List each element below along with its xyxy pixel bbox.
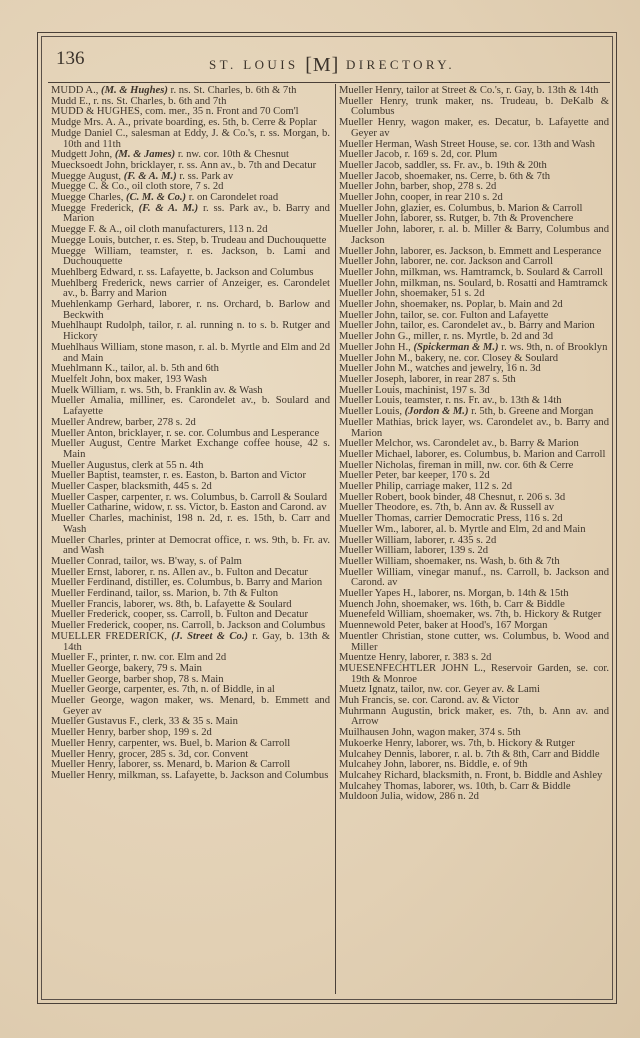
entry-details: r. Gay, b. 13th & 14th — [63, 630, 330, 653]
directory-entry — [51, 514, 330, 535]
running-head-directory: DIRECTORY. — [346, 57, 456, 72]
entry-details: laborer, in rear 287 s. 5th — [406, 373, 516, 385]
entry-details: printer at Democrat office, r. ws. 9th, b. Fr. av. and Wash — [63, 534, 331, 557]
entry-details: carriage maker, 112 s. 2d — [403, 481, 513, 493]
entry-name: Mueller Jacob, — [339, 149, 402, 161]
page-number: 136 — [56, 48, 85, 69]
entry-firm: (Spickerman & M.) — [413, 341, 499, 353]
entry-name: Muegge Louis, — [51, 234, 116, 246]
entry-name: Muhrmann Augustin, — [339, 705, 433, 717]
entry-name: Mueller John H., — [339, 341, 411, 353]
entry-details: shoemaker, 51 s. 2d — [397, 288, 485, 300]
entry-name: Mulcahey Dennis, — [339, 748, 417, 760]
entry-name: Muegge Charles, — [51, 192, 124, 204]
directory-entry — [339, 418, 609, 439]
entry-name: Mueller John, — [339, 320, 398, 332]
entry-details: teamster, r. es. Jackson, b. Lami and Duchouquette — [63, 245, 331, 268]
entry-details: r. ss. Lafayette, b. Jackson and Columbus — [135, 266, 314, 278]
entry-details: brick layer, ws. Carondelet av., b. Barry and Marion — [351, 416, 610, 439]
entry-details: wagon maker, 374 s. 5th — [414, 727, 521, 739]
column-divider — [335, 84, 336, 994]
entry-details: r. 5th, b. Greene and Morgan — [468, 406, 594, 418]
entry-details: clerk, 33 & 35 s. Main — [139, 716, 238, 728]
directory-entry — [51, 204, 330, 225]
entry-details: r. on Carondelet road — [186, 192, 279, 204]
entry-details: r. nw. cor. 10th & Chesnut — [175, 149, 289, 161]
entry-name: Mueller Mathias, — [339, 416, 413, 428]
entry-name: Muench John, — [339, 598, 400, 610]
entry-name: Muehlmann K., — [51, 363, 118, 375]
entry-name: MUDD & HUGHES, — [51, 106, 143, 118]
entry-details: laborer, ws. 7th, b. Hickory & Rutger — [413, 737, 575, 749]
entry-name: Muldoon Julia, — [339, 791, 404, 803]
entry-details: ws. Carondelet av., b. Barry & Marion — [413, 438, 579, 450]
entry-name: Mueller Ernst, — [51, 566, 113, 578]
entry-details: butcher, r. es. Step, b. Trudeau and Duchouquette — [115, 234, 327, 246]
entry-details: printer, r. nw. cor. Elm and 2d — [97, 652, 227, 664]
directory-entry — [339, 568, 609, 589]
entry-details: news carrier of Anzeiger, es. Carondelet av., b. Barry and Marion — [63, 277, 330, 300]
entry-name: Mueller Theodore, — [339, 502, 419, 514]
entry-name: Mueller John, — [339, 224, 400, 236]
running-head-city: ST. LOUIS — [208, 57, 299, 72]
entry-details: laborer, es. Jackson, b. Emmett and Lesperance — [397, 245, 602, 257]
entry-firm: (M. & Hughes) — [101, 85, 168, 96]
entry-name: Mueller John, — [339, 309, 398, 321]
entry-name: Mueller John G., — [339, 331, 411, 343]
entry-details: milkman, ws. Hamtramck, b. Soulard & Carroll — [397, 266, 603, 278]
entry-details: oil cloth manufacturers, 113 n. 2d — [121, 224, 268, 236]
entry-details: es. 7th, b. Ann av. & Russell av — [418, 502, 555, 514]
entry-details: saddler, ss. Fr. av., b. 19th & 20th — [401, 159, 547, 171]
entry-name: Mueller William, — [339, 534, 412, 546]
entry-name: MUELLER FREDERICK, — [51, 630, 167, 642]
entry-details: bakery, ne. cor. Closey & Soulard — [412, 352, 559, 364]
entry-details: bakery, 79 s. Main — [120, 662, 202, 674]
entry-details: tailor, al. b. 5th and 6th — [117, 363, 219, 375]
entry-name: Mueller John, — [339, 213, 398, 225]
left-column — [51, 86, 330, 782]
entry-name: Mudge Daniel C., — [51, 127, 129, 139]
entry-name: Muelk William, — [51, 384, 119, 396]
entry-name: Mueller Amalia, — [51, 395, 124, 407]
entry-details: shoemaker, ns. Wash, b. 6th & 7th — [411, 555, 560, 567]
entry-details: barber, 278 s. 2d — [122, 416, 196, 428]
entry-details: milliner, es. Carondelet av., b. Soulard and Lafayette — [63, 395, 330, 418]
entry-details: glazier, es. Columbus, b. Marion & Carroll — [397, 202, 583, 214]
entry-name: Muehlhaupt Rudolph, — [51, 320, 145, 332]
directory-entry — [51, 396, 330, 417]
entry-name: Mudd E., — [51, 95, 91, 107]
entry-name: Mueller Wm., — [339, 523, 399, 535]
entry-details: r. ns. St. Charles, b. 6th and 7th — [90, 95, 227, 107]
entry-details: milkman, ns. Soulard, b. Rosatti and Hamtramck — [397, 277, 608, 289]
entry-name: Mueller Henry, — [51, 727, 116, 739]
entry-name: Mueller Jacob, — [339, 159, 402, 171]
entry-name: Mueller George, — [51, 684, 121, 696]
entry-details: cooper, ns. Carroll, b. Jackson and Columbus — [130, 620, 326, 632]
entry-details: watches and jewelry, 16 n. 3d — [412, 363, 541, 375]
entry-details: laborer, r. ns. Allen av., b. Fulton and Decatur — [112, 566, 308, 578]
entry-name: Mueller Gustavus F., — [51, 716, 140, 728]
entry-details: carpenter, ws. Buel, b. Marion & Carroll — [115, 737, 291, 749]
entry-name: Mueller Andrew, — [51, 416, 123, 428]
directory-entry — [51, 343, 330, 364]
entry-name: Mueller Henry, — [339, 117, 407, 129]
entry-details: laborer, r. ns. Orchard, b. Barlow and Beckwith — [63, 299, 330, 321]
entry-details: barber shop, 199 s. 2d — [115, 727, 212, 739]
entry-name: Mueller Peter, — [339, 470, 400, 482]
entry-name: Mueller Francis, — [51, 598, 122, 610]
entry-details: milkman, ss. Lafayette, b. Jackson and Columbus — [115, 770, 329, 781]
entry-name: Mueller Catharine, — [51, 502, 132, 514]
entry-details: oil cloth store, 7 s. 2d — [129, 181, 224, 193]
entry-details: r. ss. Park av — [176, 170, 234, 182]
entry-name: Mueller John, — [339, 192, 398, 204]
directory-entry — [51, 129, 330, 150]
entry-details: bricklayer, r. se. cor. Columbus and Lesperance — [115, 427, 320, 439]
entry-name: Muecksoedt John, — [51, 159, 129, 171]
entry-details: fireman in mill, nw. cor. 6th & Cerre — [415, 459, 574, 471]
entry-name: Muegge August, — [51, 170, 122, 182]
page-header — [56, 46, 608, 76]
entry-details: laborer, ns. Biddle, e. of 9th — [406, 759, 528, 771]
right-column — [339, 86, 609, 803]
entry-name: MUESENFECHTLER JOHN L., — [339, 662, 486, 674]
entry-details: r. ws. 5th, b. Franklin av. & Wash — [118, 384, 263, 396]
entry-name: Mueller Henry, — [51, 737, 116, 749]
directory-entry — [339, 664, 609, 685]
entry-name: Mueller John, — [339, 181, 398, 193]
entry-details: laborer, r. 435 s. 2d — [411, 534, 497, 546]
entry-name: Muegge F. & A., — [51, 224, 122, 236]
entry-name: Muegge Frederick, — [51, 202, 134, 214]
entry-details: tailor at Street & Co.'s, r. Gay, b. 13th & 14th — [403, 85, 599, 96]
entry-name: Mueller Henry, — [339, 85, 404, 96]
entry-name: Mueller Casper, — [51, 481, 119, 493]
entry-details: distiller, es. Columbus, b. Barry and Marion — [132, 577, 323, 589]
entry-name: Muenefeld William, — [339, 609, 425, 621]
entry-details: trunk maker, ns. Trudeau, b. DeKalb & Columbus — [351, 95, 610, 118]
entry-name: Mueller John, — [339, 277, 398, 289]
directory-entry — [51, 439, 330, 460]
entry-details: bricklayer, r. ss. Ann av., b. 7th and Decatur — [128, 159, 317, 171]
entry-details: laborer, ws. 8th, b. Lafayette & Soulard — [121, 598, 292, 610]
entry-details: box maker, 193 Wash — [112, 373, 207, 385]
entry-details: machinist, 198 n. 2d, r. es. 15th, b. Carr and Wash — [63, 513, 330, 535]
directory-entry — [51, 771, 330, 782]
entry-details: cooper, in rear 210 s. 2d — [397, 192, 503, 204]
entry-details: shoemaker, ws. 16th, b. Carr & Biddle — [399, 598, 565, 610]
entry-name: Mueller John M., — [339, 363, 413, 375]
entry-details: r. ss. Park av., b. Barry and Marion — [63, 202, 330, 225]
entry-details: laborer, ne. cor. Jackson and Carroll — [397, 256, 554, 268]
directory-entry — [51, 321, 330, 342]
entry-details: tailor, ss. Marion, b. 7th & Fulton — [132, 588, 279, 600]
entry-name: Mueller Charles, — [51, 534, 124, 546]
entry-name: Muelfelt John, — [51, 373, 113, 385]
entry-details: private boarding, es. 5th, b. Cerre & Poplar — [130, 117, 317, 129]
entry-name: Muegge William, — [51, 245, 132, 257]
entry-details: laborer, ss. Rutger, b. 7th & Provenchere — [397, 213, 574, 225]
entry-name: Mueller John, — [339, 266, 398, 278]
entry-name: Mueller John, — [339, 288, 398, 300]
entry-details: stone cutter, ws. Columbus, b. Wood and Miller — [351, 630, 609, 653]
header-rule — [48, 82, 610, 83]
entry-details: r. 169 s. 2d, cor. Plum — [401, 149, 498, 161]
entry-name: Mulcahey John, — [339, 759, 407, 771]
entry-name: Mueller William, — [339, 545, 412, 557]
entry-name: Mueller Joseph, — [339, 373, 407, 385]
entry-details: r. ns. St. Charles, b. 6th & 7th — [167, 85, 297, 96]
entry-details: laborer, ss. Menard, b. Marion & Carroll — [115, 759, 291, 771]
entry-name: Mueller Philip, — [339, 481, 404, 493]
entry-name: Mueller Louis, — [339, 395, 402, 407]
entry-name: Mueller Robert, — [339, 491, 407, 503]
entry-details: widow, r. ss. Victor, b. Easton and Carond. av — [131, 502, 327, 514]
entry-name: Mulcahey Thomas, — [339, 780, 421, 792]
entry-details: book binder, 48 Chesnut, r. 206 s. 3d — [406, 491, 566, 503]
directory-entry — [339, 632, 609, 653]
entry-name: Mueller William, — [339, 555, 412, 567]
entry-name: Mueller Henry, — [339, 95, 409, 107]
entry-firm: (Jordon & M.) — [404, 406, 469, 418]
entry-name: Mueller Henry, — [51, 748, 116, 760]
entry-name: Mueller Ferdinand, — [51, 577, 133, 589]
entry-details: shoemaker, ws. 7th, b. Hickory & Rutger — [424, 609, 602, 621]
entry-details: brick maker, es. 7th, b. Ann av. and Arrow — [351, 705, 610, 728]
entry-name: Mueller Herman, — [339, 138, 412, 150]
entry-name: Mueller Casper, — [51, 491, 119, 503]
entry-name: Mueller John, — [339, 202, 398, 214]
entry-firm: (M. & James) — [114, 149, 176, 161]
entry-name: Mueller Henry, — [51, 759, 116, 771]
entry-details: machinist, 197 s. 3d — [401, 384, 490, 396]
entry-name: Mueller John M., — [339, 352, 413, 364]
entry-name: Mueller Charles, — [51, 513, 124, 525]
entry-details: barber, shop, 278 s. 2d — [397, 181, 497, 193]
entry-details: tailor, es. Carondelet av., b. Barry and Marion — [397, 320, 595, 332]
entry-details: r. ws. 9th, n. of Brooklyn — [498, 341, 608, 353]
entry-details: laborer, r. 383 s. 2d — [407, 652, 492, 664]
entry-details: teamster, r. es. Easton, b. Barton and Victor — [119, 470, 307, 482]
entry-details: tailor, r. al. running n. to s. b. Rutger and Hickory — [63, 320, 330, 343]
entry-name: Muentler Christian, — [339, 630, 424, 642]
entry-details: carpenter, es. 7th, n. of Biddle, in al — [120, 684, 275, 696]
entry-name: Mueller Frederick, — [51, 609, 131, 621]
entry-name: Mueller Frederick, — [51, 620, 131, 632]
entry-name: Mueller August, — [51, 438, 123, 450]
entry-name: Mueller John, — [339, 299, 398, 311]
entry-details: widow, 286 n. 2d — [403, 791, 479, 803]
entry-details: laborer, r. al. b. 7th & 8th, Carr and Biddle — [416, 748, 600, 760]
entry-firm: (C. M. & Co.) — [126, 192, 187, 204]
directory-entry — [339, 792, 609, 803]
entry-details: com. mer., 35 n. Front and 70 Com'l — [142, 106, 299, 118]
entry-name: Mueller George, — [51, 662, 121, 674]
entry-details: stone mason, r. al. b. Myrtle and Elm and 2d and Main — [63, 341, 331, 364]
entry-details: carpenter, r. ws. Columbus, b. Carroll & Soulard — [118, 491, 328, 503]
entry-details: laborer, es. Columbus, b. Marion and Carroll — [412, 448, 606, 460]
entry-details: salesman at Eddy, J. & Co.'s, r. ss. Morgan, b. 10th and 11th — [63, 127, 330, 150]
entry-name: Muehlhaus William, — [51, 341, 138, 353]
entry-name: Muehlberg Frederick, — [51, 277, 146, 289]
directory-entry — [339, 707, 609, 728]
entry-name: Muh Francis, — [339, 695, 396, 707]
entry-details: barber shop, 78 s. Main — [120, 673, 224, 685]
entry-details: shoemaker, ns. Cerre, b. 6th & 7th — [401, 170, 551, 182]
entry-name: Mueller Melchor, — [339, 438, 414, 450]
entry-name: Mueller John, — [339, 256, 398, 268]
entry-details: grocer, 285 s. 3d, cor. Convent — [115, 748, 249, 760]
entry-details: wagon maker, es. Decatur, b. Lafayette and Geyer av — [351, 117, 609, 139]
entry-name: Mulcahey Richard, — [339, 770, 421, 781]
entry-details: blacksmith, n. Front, b. Biddle and Ashley — [420, 770, 603, 781]
entry-name: Mueller Yapes H., — [339, 588, 416, 600]
entry-name: Mueller Baptist, — [51, 470, 120, 482]
entry-name: Mueller Jacob, — [339, 170, 402, 182]
entry-details: Centre Market Exchange coffee house, 42 s. Main — [63, 438, 330, 460]
entry-name: Muetz Ignatz, — [339, 684, 398, 696]
entry-name: MUDD A., — [51, 85, 99, 96]
entry-details: tailor, ws. B'way, s. of Palm — [121, 555, 242, 567]
entry-name: Mukoerke Henry, — [339, 737, 414, 749]
entry-details: carrier Democratic Press, 116 s. 2d — [411, 513, 563, 525]
entry-name: Muennewold Peter, — [339, 620, 422, 632]
directory-entry — [339, 225, 609, 246]
entry-details: laborer, ws. 10th, b. Carr & Biddle — [420, 780, 571, 792]
entry-name: Mueller Conrad, — [51, 555, 122, 567]
running-head-letter: [M] — [305, 54, 340, 76]
entry-name: Mueller John, — [339, 245, 398, 257]
entry-details: clerk at 55 n. 4th — [129, 459, 204, 471]
entry-details: tailor, nw. cor. Geyer av. & Lami — [397, 684, 540, 696]
entry-name: Mueller Louis, — [339, 384, 402, 396]
directory-entry — [339, 97, 609, 118]
entry-name: Mudgett John, — [51, 149, 113, 161]
entry-firm: (F. & A. M.) — [123, 170, 177, 182]
entry-name: Mueller Nicholas, — [339, 459, 416, 471]
entry-details: laborer, ns. Morgan, b. 14th & 15th — [415, 588, 569, 600]
entry-details: cooper, ss. Carroll, b. Fulton and Decatur — [130, 609, 309, 621]
entry-name: Mueller Louis, — [339, 406, 402, 418]
entry-name: Mueller George, — [51, 673, 121, 685]
entry-name: Mueller Anton, — [51, 427, 116, 439]
entry-name: Muentze Henry, — [339, 652, 408, 664]
entry-details: wagon maker, ws. Menard, b. Emmett and Geyer av — [63, 695, 330, 717]
entry-details: laborer, r. al. b. Miller & Barry, Columbus and Jackson — [351, 224, 609, 246]
entry-name: Mueller George, — [51, 695, 125, 707]
entry-name: Mudge Mrs. A. A., — [51, 117, 131, 129]
entry-name: Muegge C. & Co., — [51, 181, 130, 193]
entry-details: laborer, al. b. Myrtle and Elm, 2d and Main — [398, 523, 586, 535]
entry-name: Mueller Ferdinand, — [51, 588, 133, 600]
entry-details: baker at Hood's, 167 Morgan — [421, 620, 548, 632]
directory-entry — [51, 279, 330, 300]
entry-name: Muehlberg Edward, — [51, 266, 136, 278]
directory-entry — [51, 300, 330, 321]
directory-entry — [339, 118, 609, 139]
entry-details: blacksmith, 445 s. 2d — [118, 481, 212, 493]
entry-details: vinegar manuf., ns. Carroll, b. Jackson and Carond. av — [351, 566, 609, 589]
entry-name: Mueller William, — [339, 566, 414, 578]
directory-entry — [51, 696, 330, 717]
running-head — [56, 52, 608, 75]
entry-details: miller, r. ns. Myrtle, b. 2d and 3d — [410, 331, 554, 343]
entry-details: shoemaker, ns. Poplar, b. Main and 2d — [397, 299, 563, 311]
entry-name: Muilhausen John, — [339, 727, 415, 739]
entry-name: Mueller Henry, — [51, 770, 116, 781]
entry-details: bar keeper, 170 s. 2d — [399, 470, 490, 482]
directory-entry — [51, 632, 330, 653]
entry-details: Wash Street House, se. cor. 13th and Wash — [411, 138, 595, 150]
entry-name: Mueller F., — [51, 652, 98, 664]
entry-firm: (F. & A. M.) — [138, 202, 199, 214]
entry-details: laborer, 139 s. 2d — [411, 545, 489, 557]
entry-name: Mueller Michael, — [339, 448, 413, 460]
entry-details: teamster, r. ns. Fr. av., b. 13th & 14th — [401, 395, 562, 407]
entry-name: Mueller Augustus, — [51, 459, 130, 471]
entry-firm: (J. Street & Co.) — [171, 630, 248, 642]
entry-details: tailor, se. cor. Fulton and Lafayette — [397, 309, 549, 321]
entry-details: Reservoir Garden, se. cor. 19th & Monroe — [351, 662, 609, 685]
entry-details: se. cor. Carond. av. & Victor — [395, 695, 519, 707]
directory-entry — [51, 536, 330, 557]
directory-entry — [51, 247, 330, 268]
entry-name: Mueller Thomas, — [339, 513, 412, 525]
entry-name: Muehlenkamp Gerhard, — [51, 299, 155, 311]
